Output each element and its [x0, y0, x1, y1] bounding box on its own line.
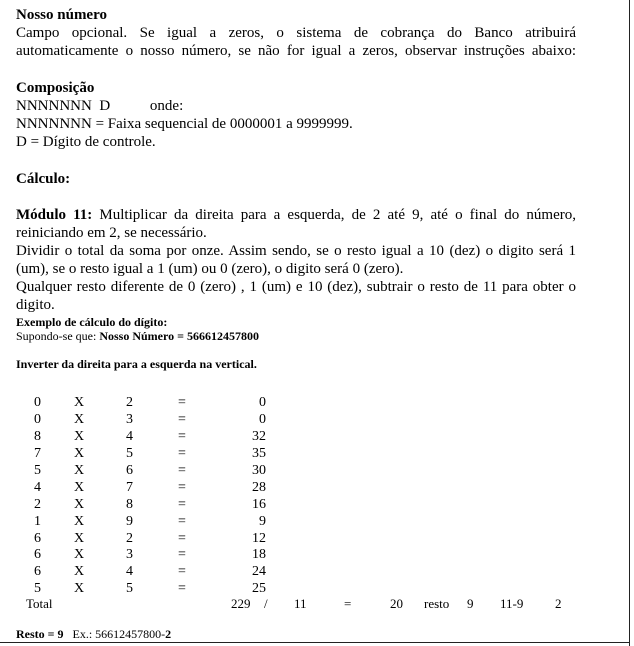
result-cell: 32: [252, 429, 266, 445]
composicao-code: NNNNNNN D: [16, 98, 111, 114]
times-cell: X: [74, 564, 85, 580]
times-cell: X: [74, 412, 85, 428]
equals-cell: =: [178, 395, 186, 411]
table-row: [20, 463, 266, 480]
modulo-paragraph: [16, 206, 576, 242]
calculo-heading: Cálculo:: [16, 171, 71, 187]
multiplier-cell: 3: [126, 547, 133, 563]
multiplier-cell: 4: [126, 564, 133, 580]
modulo-text1: Multiplicar da direita para a esquerda, de 2 até 9, até o final do número, reiniciando em 2, se necessário.: [16, 207, 576, 241]
digit-cell: 6: [34, 564, 41, 580]
total-row: [26, 596, 586, 614]
supondo-prefix: Supondo-se que:: [16, 329, 100, 343]
times-cell: X: [74, 429, 85, 445]
equals-cell: =: [178, 496, 186, 512]
composicao-onde: onde:: [149, 98, 184, 114]
table-row: [20, 564, 266, 581]
equals-cell: =: [178, 479, 186, 495]
modulo-text3: Qualquer resto diferente de 0 (zero) , 1 (um) e 10 (dez), subtrair o resto de 11 para obter o digito.: [16, 279, 576, 313]
table-row: [20, 479, 266, 496]
total-label: Total: [26, 596, 53, 611]
multiplier-cell: 6: [126, 463, 133, 478]
result-cell: 12: [252, 530, 266, 546]
result-cell: 9: [259, 513, 266, 529]
digit-cell: 6: [34, 547, 41, 563]
multiplier-cell: 8: [126, 496, 133, 512]
total-resto: 9: [467, 596, 474, 611]
multiplier-cell: 7: [126, 479, 133, 495]
equals-cell: =: [178, 412, 186, 428]
total-sum: 229: [231, 596, 251, 611]
section-title: Nosso número: [16, 7, 107, 23]
final-line: [16, 627, 171, 642]
table-row: [20, 429, 266, 446]
table-row: [20, 496, 266, 513]
result-cell: 35: [252, 446, 266, 462]
result-cell: 0: [259, 412, 266, 428]
table-row: [20, 446, 266, 463]
final-resto: Resto = 9: [16, 627, 64, 641]
table-row: [20, 412, 266, 429]
result-cell: 16: [252, 496, 266, 512]
result-cell: 24: [252, 564, 266, 580]
table-row: [20, 530, 266, 547]
digit-cell: 5: [34, 463, 41, 478]
exemplo-heading: Exemplo de cálculo do dígito:: [16, 315, 168, 329]
final-ex-digit: 2: [165, 627, 172, 641]
composicao-line1: [16, 97, 576, 115]
supondo-line: [16, 329, 576, 343]
total-slash: /: [264, 596, 268, 611]
composicao-heading: Composição: [16, 80, 95, 96]
multiplier-cell: 2: [126, 395, 133, 411]
multiplier-cell: 5: [126, 446, 133, 462]
digit-cell: 8: [34, 429, 41, 445]
equals-cell: =: [178, 581, 186, 597]
times-cell: X: [74, 530, 85, 546]
digit-cell: 7: [34, 446, 41, 462]
result-cell: 18: [252, 547, 266, 563]
equals-cell: =: [178, 429, 186, 445]
table-row: [20, 395, 266, 412]
digit-cell: 0: [34, 412, 41, 428]
intro-text: Campo opcional. Se igual a zeros, o sistema de cobrança do Banco atribuirá automaticamente o nosso número, se não for igual a zeros, observar instruções abaixo:: [16, 25, 576, 59]
multiplier-cell: 3: [126, 412, 133, 428]
times-cell: X: [74, 547, 85, 563]
modulo-text2: Dividir o total da soma por onze. Assim sendo, se o resto igual a 10 (dez) o digito será 1 (um), se o resto igual a 1 (um) ou 0 (zero), o digito será 0 (zero).: [16, 243, 576, 277]
total-quotient: 20: [390, 596, 403, 611]
times-cell: X: [74, 463, 85, 478]
times-cell: X: [74, 513, 85, 529]
final-ex-prefix: Ex.: 56612457800-: [63, 627, 166, 641]
total-eq: =: [344, 596, 352, 611]
total-divisor: 11: [294, 596, 307, 611]
result-cell: 28: [252, 479, 266, 495]
digit-cell: 2: [34, 496, 41, 512]
document-body: [16, 6, 576, 371]
result-cell: 25: [252, 581, 266, 597]
table-row: [20, 547, 266, 564]
times-cell: X: [74, 395, 85, 411]
equals-cell: =: [178, 530, 186, 546]
digit-cell: 6: [34, 530, 41, 546]
multiplier-cell: 9: [126, 513, 133, 529]
composicao-line3: D = Dígito de controle.: [16, 134, 156, 150]
total-resto-label: resto: [424, 596, 450, 611]
total-sub: 11-9: [500, 596, 524, 611]
page-bottom-border: [0, 642, 630, 643]
table-row: [20, 513, 266, 530]
times-cell: X: [74, 446, 85, 462]
result-cell: 0: [259, 395, 266, 411]
total-digit: 2: [555, 596, 562, 611]
inverter-line: Inverter da direita para a esquerda na vertical.: [16, 357, 257, 371]
digit-cell: 1: [34, 513, 41, 529]
digit-cell: 5: [34, 581, 41, 597]
times-cell: X: [74, 581, 85, 597]
multiplier-cell: 2: [126, 530, 133, 546]
modulo-label: Módulo 11:: [16, 207, 93, 223]
equals-cell: =: [178, 513, 186, 529]
supondo-number: Nosso Número = 566612457800: [99, 329, 259, 343]
digit-cell: 4: [34, 479, 41, 495]
multiplier-cell: 5: [126, 581, 133, 597]
calculation-table: [20, 395, 266, 598]
multiplier-cell: 4: [126, 429, 133, 445]
equals-cell: =: [178, 564, 186, 580]
times-cell: X: [74, 479, 85, 495]
times-cell: X: [74, 496, 85, 512]
result-cell: 30: [252, 463, 266, 478]
equals-cell: =: [178, 463, 186, 478]
equals-cell: =: [178, 446, 186, 462]
intro-paragraph: [16, 24, 576, 60]
equals-cell: =: [178, 547, 186, 563]
page-right-border: [629, 0, 630, 646]
digit-cell: 0: [34, 395, 41, 411]
composicao-line2: NNNNNNN = Faixa sequencial de 0000001 a 9999999.: [16, 116, 353, 132]
